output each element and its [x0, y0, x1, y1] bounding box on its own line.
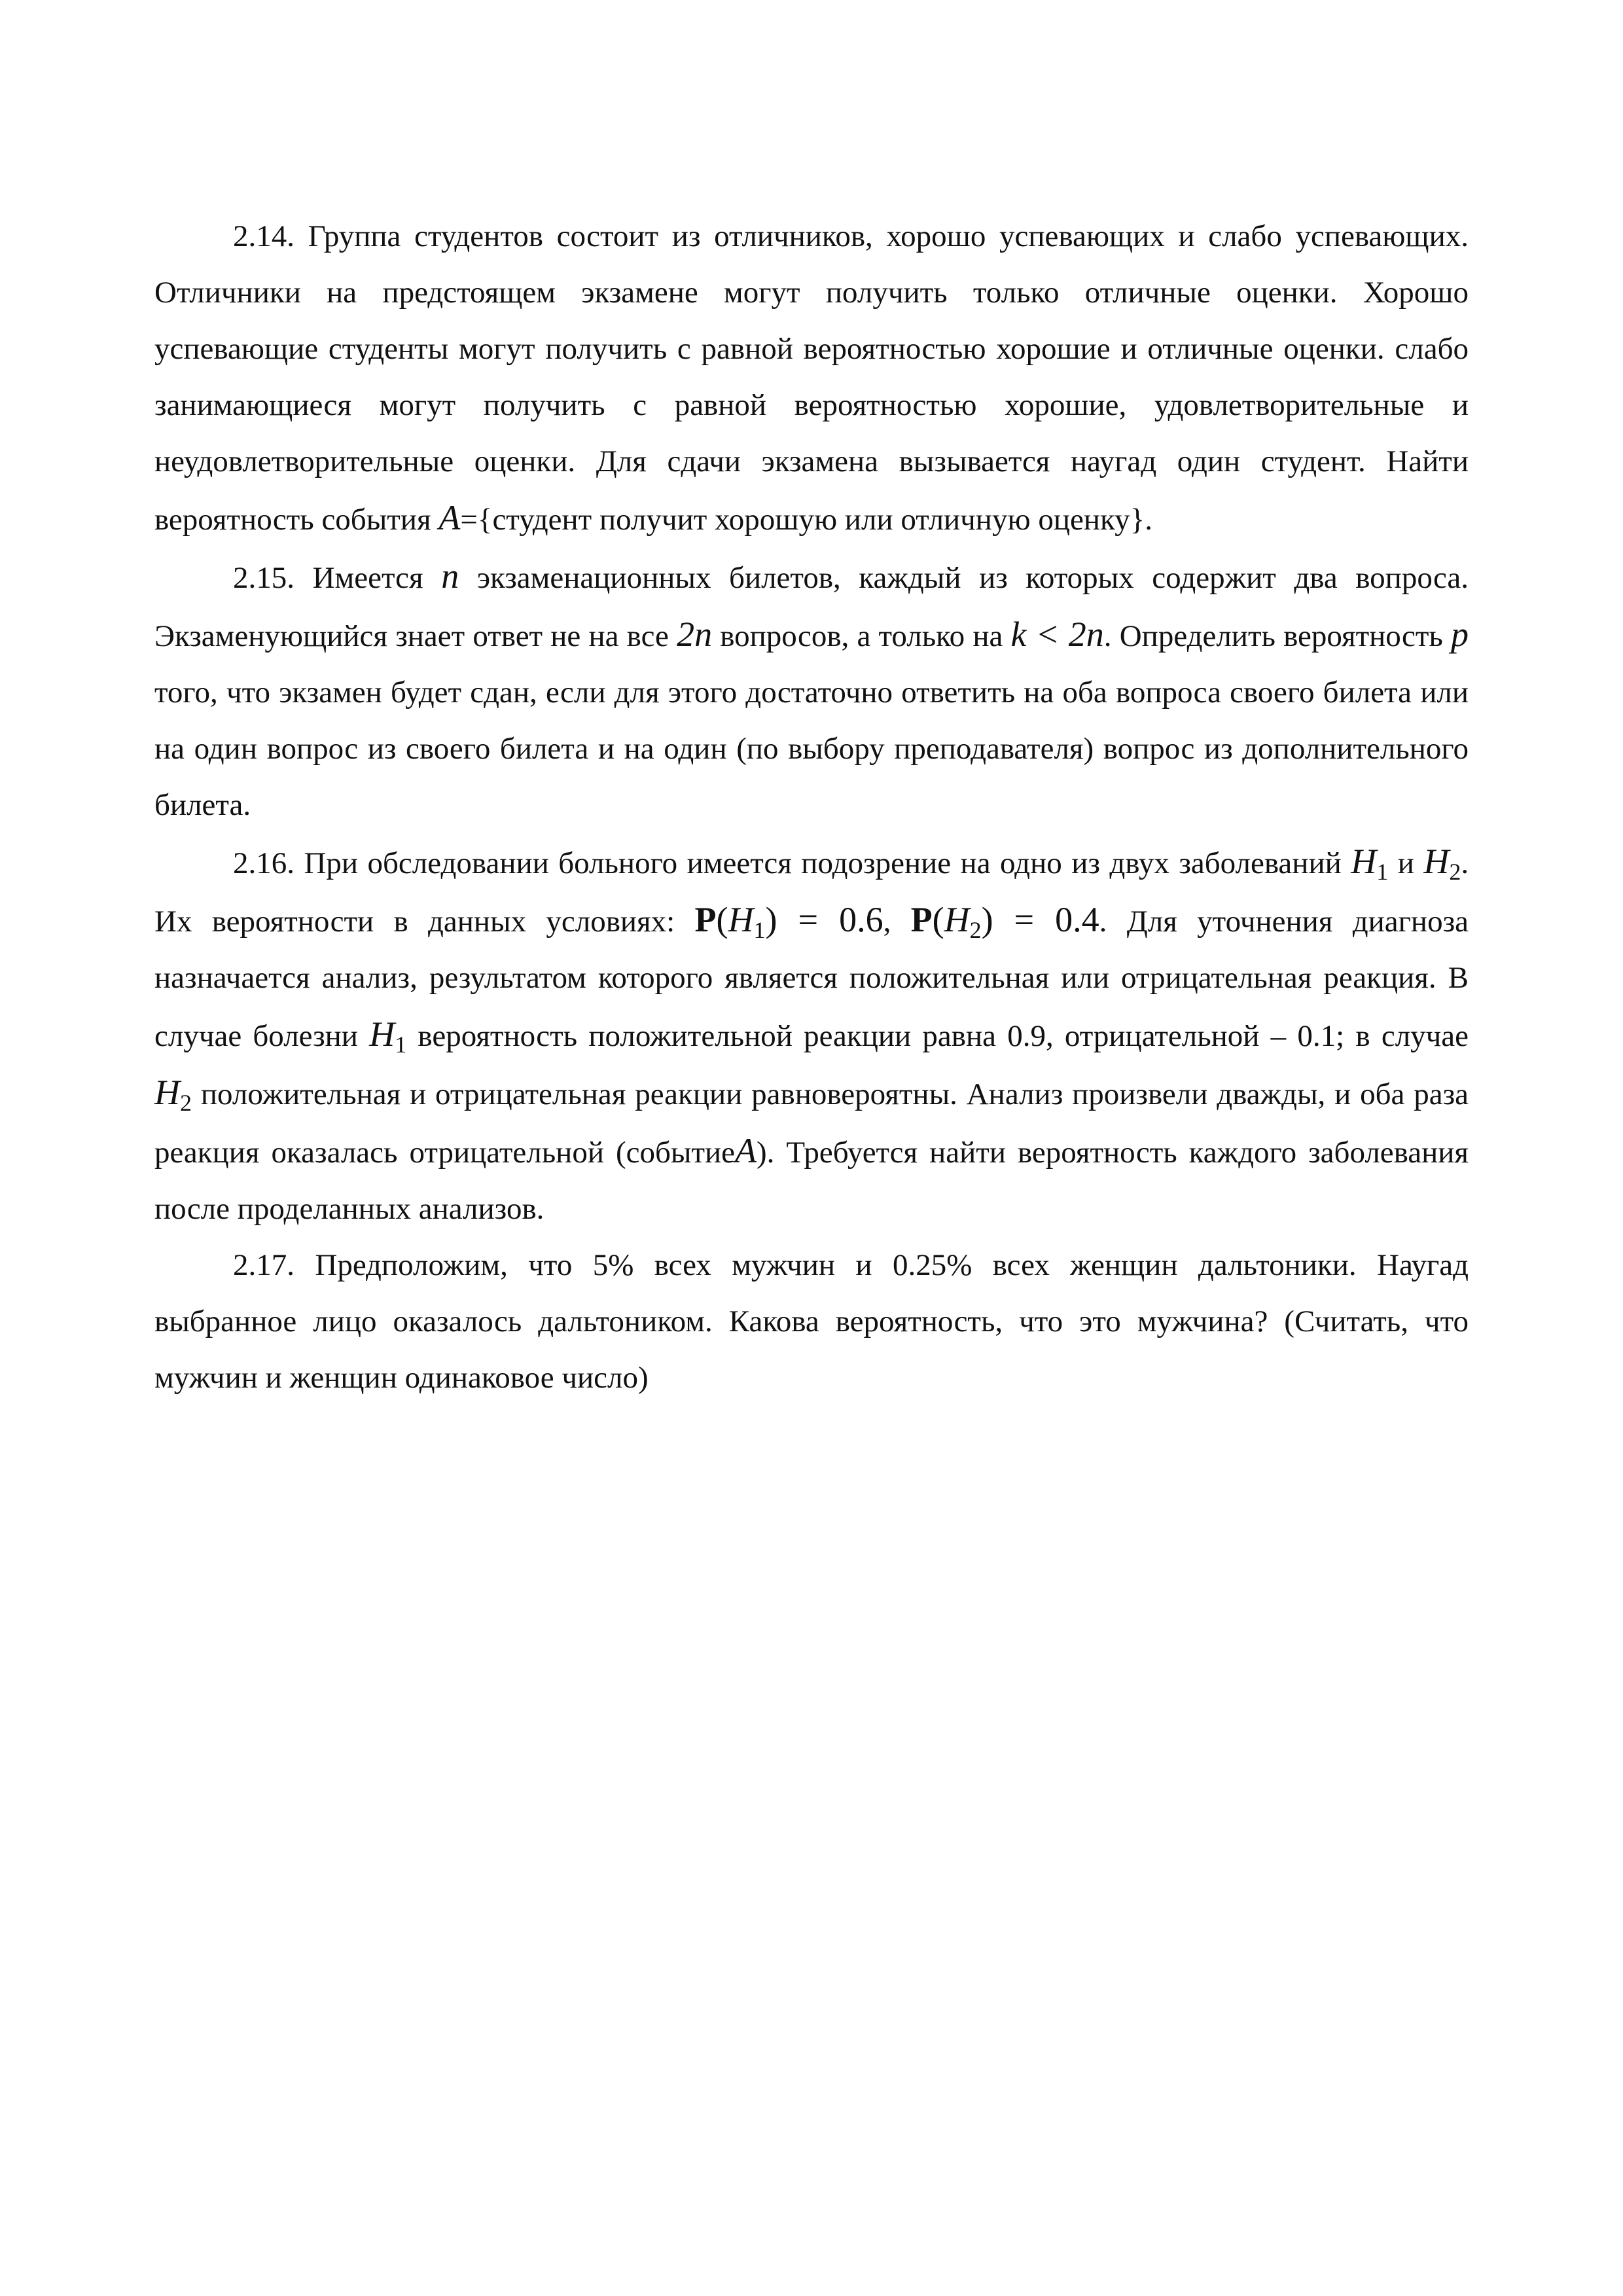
- event-variable: A: [735, 1131, 757, 1170]
- hypothesis-h2: $H_2$: [154, 1073, 192, 1116]
- problem-text: ). Требуется найти вероятность каждого заболевания после проделанных анализов.: [154, 1136, 1469, 1226]
- problem-text: Предположим, что 5% всех мужчин и 0.25% всех женщин дальтоники. Наугад выбранное лицо оказалось дальтоником. Какова вероятность, что это мужчина? (Считать, что мужчин и женщин одинаковое число): [154, 1248, 1469, 1395]
- hypothesis-h1: $H_1$: [1351, 842, 1389, 885]
- variable-p: p: [1451, 615, 1469, 654]
- problem-number: 2.15.: [233, 561, 294, 595]
- problem-text: экзаменационных билетов, каждый из которых содержит два вопроса. Экзаменующийся знает ответ не на все: [154, 561, 1469, 653]
- problem-text: и: [1397, 846, 1414, 880]
- problem-number: 2.17.: [233, 1248, 294, 1282]
- event-variable: A: [438, 498, 461, 537]
- problem-text: . Для уточнения диагноза назначается анализ, результатом которого является положительная или отрицательная реакция. В случае болезни: [154, 905, 1469, 1053]
- probability-h1: $P(H_1) = 0.6$: [694, 900, 883, 943]
- problem-text: положительная и отрицательная реакции равновероятны. Анализ произвели дважды, и оба раза реакция оказалась отрицательной (событие: [154, 1077, 1469, 1170]
- variable-n: n: [441, 556, 459, 596]
- problem-text: Имеется: [312, 561, 423, 595]
- problem-text: . Их вероятности в данных условиях:: [154, 846, 1469, 939]
- problem-text: ={студент получит хорошую или отличную оценку}.: [460, 503, 1152, 537]
- problem-2-14: [154, 208, 1469, 548]
- problem-2-17: [154, 1237, 1469, 1406]
- probability-h2: $P(H_2) = 0.4$: [910, 900, 1099, 943]
- problem-text: того, что экзамен будет сдан, если для этого достаточно ответить на оба вопроса своего билета или на один вопрос из своего билета и на один (по выбору преподавателя) вопрос из дополнительного билета.: [154, 675, 1469, 822]
- expression-k-less-2n: k < 2n: [1010, 615, 1104, 654]
- hypothesis-h1: $H_1$: [369, 1014, 407, 1058]
- problem-2-15: [154, 548, 1469, 833]
- problem-2-16: 2.16. При обследовании больного имеется подозрение на одно из двух заболеваний $H_1$ и $H_2$. Их вероятности в данных условиях: $P(H_1) = 0.6$, $P(H_2) = 0.4$. Для уточнения диагноза назначается анализ, результатом которого является положительная или отрицательная реакция. В случае болезни $H_1$ вероятность положительной реакции равна 0.9, отрицательной – 0.1; в случае $H_2$ положительная и отрицательная реакции равновероятны. Анализ произвели дважды, и оба раза реакция оказалась отрицательной (событиеA). Требуется найти вероятность каждого заболевания после проделанных анализов.: [154, 842, 1469, 1226]
- problem-text: Группа студентов состоит из отличников, хорошо успевающих и слабо успевающих. Отличники на предстоящем экзамене могут получить только отличные оценки. Хорошо успевающие студенты могут получить с равной вероятностью хорошие и отличные оценки. слабо занимающиеся могут получить с равной вероятностью хорошие, удовлетворительные и неудовлетворительные оценки. Для сдачи экзамена вызывается наугад один студент. Найти вероятность события: [154, 219, 1469, 537]
- problem-number: 2.14.: [233, 219, 294, 253]
- expression-2n: 2n: [677, 615, 713, 654]
- problem-number: 2.16.: [233, 846, 294, 880]
- problem-text: . Определить вероятность: [1103, 619, 1443, 653]
- problem-text: вероятность положительной реакции равна 0.9, отрицательной – 0.1; в случае: [418, 1019, 1469, 1053]
- problem-text: При обследовании больного имеется подозрение на одно из двух заболеваний: [304, 846, 1342, 880]
- problem-list: [154, 208, 1469, 1406]
- problem-text: вопросов, а только на: [720, 619, 1003, 653]
- hypothesis-h2: $H_2$: [1423, 842, 1461, 885]
